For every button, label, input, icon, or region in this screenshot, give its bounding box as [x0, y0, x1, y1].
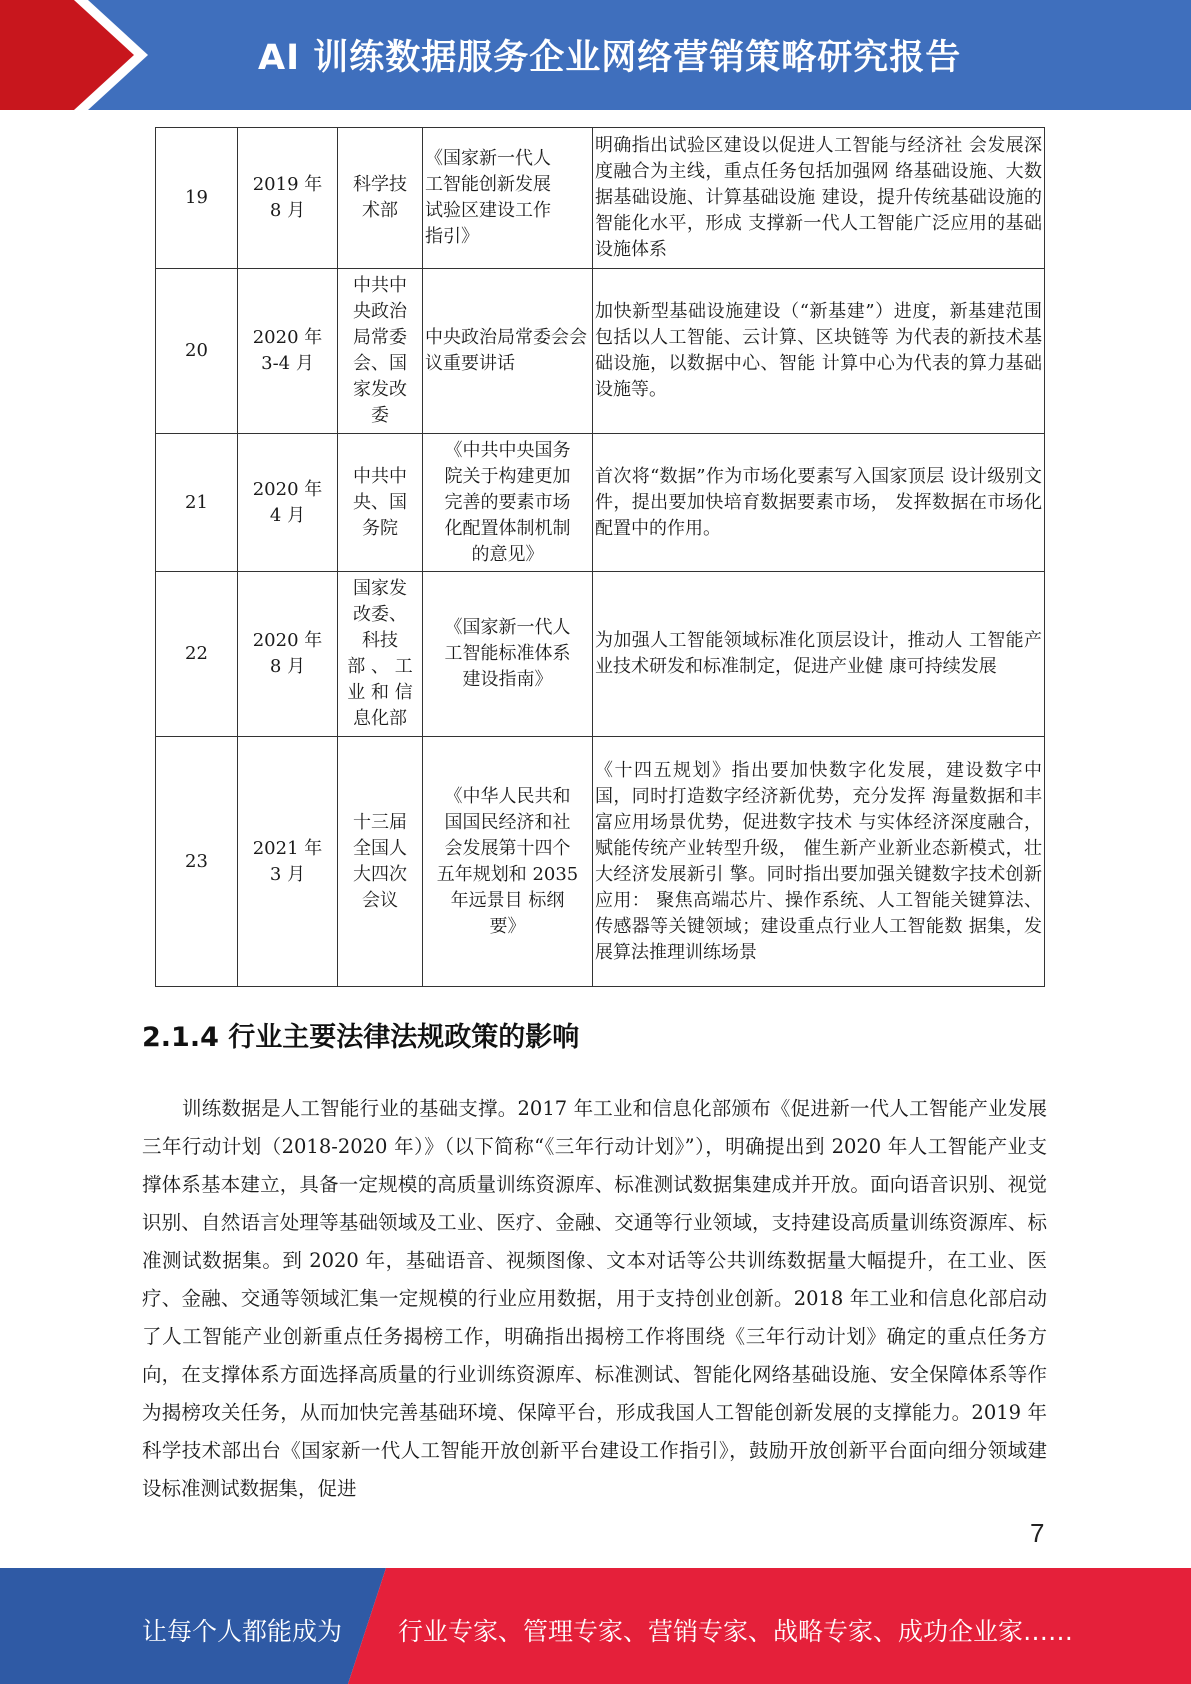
cell-date: 2019 年 8 月: [238, 128, 338, 269]
cell-date: 2020 年 4 月: [238, 434, 338, 572]
cell-department: 中共中 央、国 务院: [338, 434, 423, 572]
cell-description: 明确指出试验区建设以促进人工智能与经济社 会发展深度融合为主线，重点任务包括加强网 络基础设施、大数据基础设施、计算基础设施 建设，提升传统基础设施的智能化水平，形成 支撑新一代人工智能广泛应用的基础设施体系: [593, 128, 1045, 269]
section-heading: 2.1.4 行业主要法律法规政策的影响: [142, 1022, 580, 1053]
header-banner: [0, 0, 1191, 110]
table-row: [156, 269, 1045, 434]
cell-department: 中共中 央政治 局常委 会、国 家发改 委: [338, 269, 423, 434]
cell-document: 《中华人民共和 国国民经济和社 会发展第十四个 五年规划和 2035 年远景目 标纲 要》: [423, 737, 593, 987]
cell-document: 中央政治局常委会会议重要讲话: [423, 269, 593, 434]
cell-date: 2021 年 3 月: [238, 737, 338, 987]
header-red-arrow-shape: [0, 0, 150, 110]
table-row: [156, 128, 1045, 269]
cell-date: 2020 年 8 月: [238, 572, 338, 737]
cell-document: 《国家新一代人 工智能标准体系 建设指南》: [423, 572, 593, 737]
cell-description: 加快新型基础设施建设（“新基建”）进度，新基建范围包括以人工智能、云计算、区块链等 为代表的新技术基础设施，以数据中心、智能 计算中心为代表的算力基础设施等。: [593, 269, 1045, 434]
cell-department: 十三届 全国人 大四次 会议: [338, 737, 423, 987]
cell-department: 国家发 改委、 科技 部 、 工 业 和 信 息化部: [338, 572, 423, 737]
policy-table: [155, 127, 1045, 987]
table-row: [156, 572, 1045, 737]
cell-number: 19: [156, 128, 238, 269]
page-number: 7: [1030, 1518, 1045, 1548]
cell-date: 2020 年 3-4 月: [238, 269, 338, 434]
cell-document: 《国家新一代人 工智能创新发展 试验区建设工作 指引》: [423, 128, 593, 269]
table-row: [156, 434, 1045, 572]
cell-number: 23: [156, 737, 238, 987]
cell-number: 22: [156, 572, 238, 737]
cell-number: 20: [156, 269, 238, 434]
footer-slogan-left: 让每个人都能成为: [142, 1617, 343, 1646]
cell-document: 《中共中央国务 院关于构建更加 完善的要素市场 化配置体制机制 的意见》: [423, 434, 593, 572]
table-row: [156, 737, 1045, 987]
cell-description: 《十四五规划》指出要加快数字化发展，建设数字中国，同时打造数字经济新优势，充分发挥 海量数据和丰富应用场景优势，促进数字技术 与实体经济深度融合，赋能传统产业转型升级， 催生新产业新业态新模式，壮大经济发展新引 擎。同时指出要加强关键数字技术创新应用： 聚焦高端芯片、操作系统、人工智能关键算法、 传感器等关键领域；建设重点行业人工智能数 据集，发展算法推理训练场景: [593, 737, 1045, 987]
body-paragraph: 训练数据是人工智能行业的基础支撑。2017 年工业和信息化部颁布《促进新一代人工智能产业发展三年行动计划（2018-2020 年）》（以下简称“《三年行动计划》”），明确提出到 2020 年人工智能产业支撑体系基本建立，具备一定规模的高质量训练资源库、标准测试数据集建成并开放。面向语音识别、视觉识别、自然语言处理等基础领域及工业、医疗、金融、交通等行业领域，支持建设高质量训练资源库、标准测试数据集。到 2020 年，基础语音、视频图像、文本对话等公共训练数据量大幅提升，在工业、医疗、金融、交通等领域汇集一定规模的行业应用数据，用于支持创业创新。2018 年工业和信息化部启动了人工智能产业创新重点任务揭榜工作，明确指出揭榜工作将围绕《三年行动计划》确定的重点任务方向，在支撑体系方面选择高质量的行业训练资源库、标准测试、智能化网络基础设施、安全保障体系等作为揭榜攻关任务，从而加快完善基础环境、保障平台，形成我国人工智能创新发展的支撑能力。2019 年科学技术部出台《国家新一代人工智能开放创新平台建设工作指引》，鼓励开放创新平台面向细分领域建设标准测试数据集，促进: [142, 1097, 1047, 1500]
cell-department: 科学技 术部: [338, 128, 423, 269]
footer-slogan-right: 行业专家、管理专家、营销专家、战略专家、成功企业家……: [398, 1617, 1074, 1646]
report-title: AI 训练数据服务企业网络营销策略研究报告: [258, 38, 962, 78]
cell-number: 21: [156, 434, 238, 572]
cell-description: 为加强人工智能领域标准化顶层设计，推动人 工智能产业技术研发和标准制定，促进产业健 康可持续发展: [593, 572, 1045, 737]
cell-description: 首次将“数据”作为市场化要素写入国家顶层 设计级别文件，提出要加快培育数据要素市场， 发挥数据在市场化配置中的作用。: [593, 434, 1045, 572]
